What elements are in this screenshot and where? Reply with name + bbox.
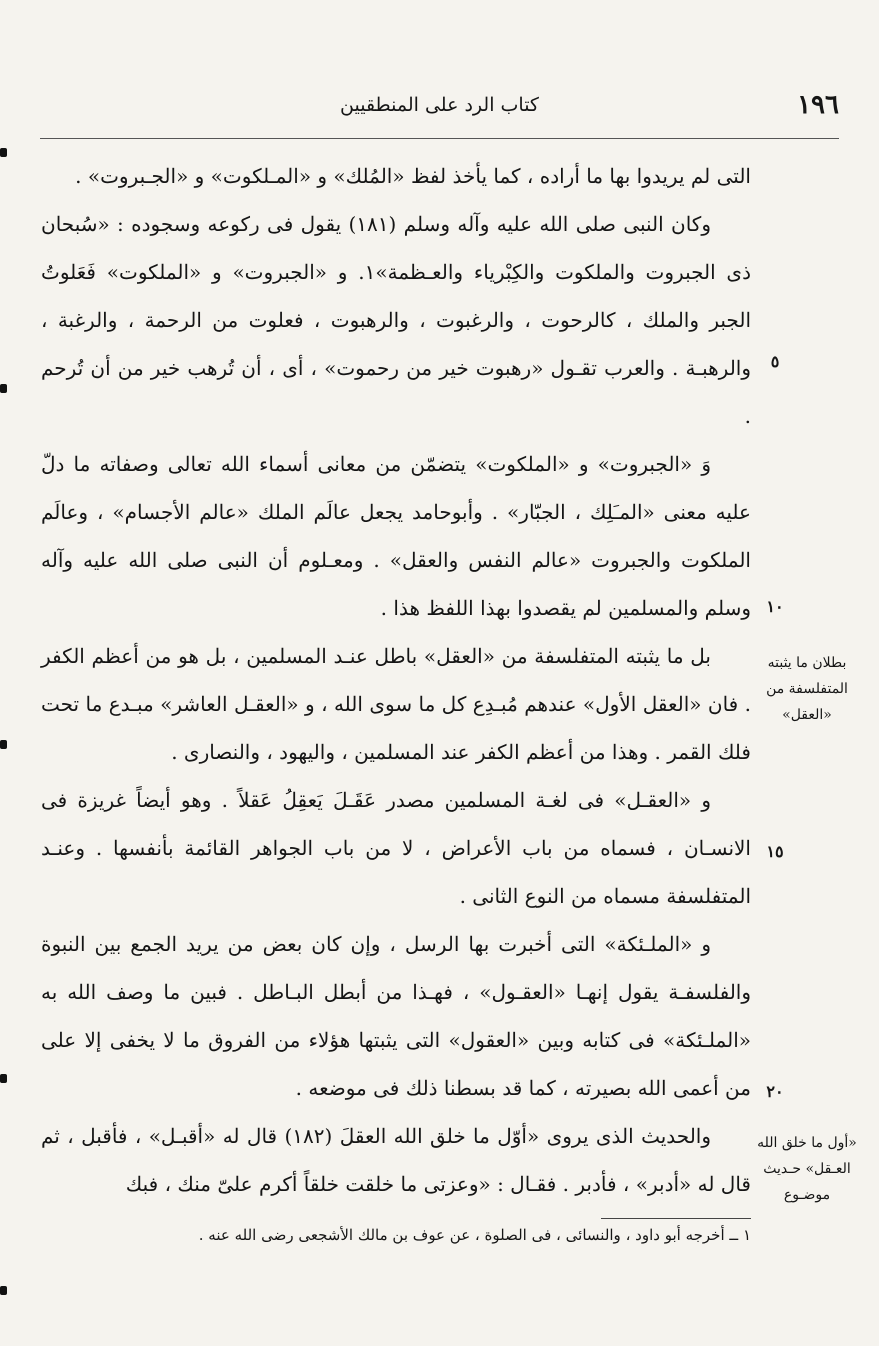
line-number: ١٠ — [766, 597, 784, 616]
paragraph: وَ «الجبروت» و «الملكوت» يتضمّن من معانى أسماء الله تعالى وصفاته ما دلّ عليه معنى «المـَلِك ، الجبّار» . وأبوحامد يجعل عالَم الملك «عالم الأجسام» ، وعالَم الملكوت والجبروت «عالم النفس والعقل» . ومعـلوم أن النبى صلى الله عليه وآله وسلم والمسلمين لم يقصدوا بهذا اللفظ هذا . — [41, 452, 751, 620]
margin-mark — [0, 384, 7, 393]
paragraph: وكان النبى صلى الله عليه وآله وسلم (١٨١) يقول فى ركوعه وسجوده : «سُبحان ذى الجبروت والملكوت والكِبْرياء والعـظمة»١. و «الجبروت» و «الملكوت» فَعَلوتُ الجبر والملك ، كالرحوت ، والرغبوت ، والرهبوت ، فعلوت من الرحمة ، والرغبة ، والرهبـة . والعرب تقـول «رهبوت خير من رحموت» ، أى ، أن تُرهب خير من أن تُرحم . — [41, 212, 751, 428]
running-title: كتاب الرد على المنطقيين — [340, 94, 539, 116]
line-number: ٢٠ — [766, 1082, 784, 1101]
margin-mark — [0, 148, 7, 157]
paragraph: التى لم يريدوا بها ما أراده ، كما يأخذ لفظ «المُلك» و «المـلكوت» و «الجـبروت» . — [75, 164, 751, 188]
side-note: بطلان ما يثبته المتفلسفة من «العقل» — [766, 655, 848, 723]
margin-mark — [0, 1074, 7, 1083]
margin-mark — [0, 740, 7, 749]
side-note: «أول ما خلق الله العـقل» حـديث موضـوع — [757, 1135, 857, 1203]
page-header — [40, 90, 839, 130]
page-number: ١٩٦ — [797, 90, 839, 120]
header-rule — [40, 138, 839, 139]
paragraph: والحديث الذى يروى «أوّل ما خلق الله العقلَ (١٨٢) قال له «أقبـل» ، فأقبل ، ثم قال له «أدبر» ، فأدبر . فقـال : «وعزتى ما خلقت خلقاً أكرم علىّ منك ، فبك — [41, 1124, 751, 1196]
main-text — [41, 152, 751, 1208]
margin-mark — [0, 1286, 7, 1295]
footnote-rule — [601, 1218, 751, 1219]
paragraph: و «العقـل» فى لغـة المسلمين مصدر عَقَـلَ يَعقِلُ عَقلاً . وهو أيضاً غريزة فى الانسـان ، فسماه من باب الأعراض ، لا من باب الجواهر القائمة بأنفسها . وعنـد المتفلسفة مسماه من النوع الثانى . — [41, 788, 751, 908]
line-number: ١٥ — [766, 842, 784, 861]
footnote: ١ ــ أخرجه أبو داود ، والنسائى ، فى الصلوة ، عن عوف بن مالك الأشجعى رضى الله عنه . — [198, 1226, 751, 1244]
paragraph: بل ما يثبته المتفلسفة من «العقل» باطل عنـد المسلمين ، بل هو من أعظم الكفر . فان «العقل الأول» عندهم مُبـدِع كل ما سوى الله ، و «العقـل العاشر» مبـدع ما تحت فلك القمر . وهذا من أعظم الكفر عند المسلمين ، واليهود ، والنصارى . — [41, 644, 751, 764]
paragraph: و «الملـئكة» التى أخبرت بها الرسل ، وإن كان بعض من يريد الجمع بين النبوة والفلسفـة يقول إنهـا «العقـول» ، فهـذا من أبطل البـاطل . فبين ما وصف الله به «الملـئكة» فى كتابه وبين «العقول» التى يثبتها هؤلاء من الفروق ما لا يخفى إلا على من أعمى الله بصيرته ، كما قد بسطنا ذلك فى موضعه . — [41, 932, 751, 1100]
line-number: ٥ — [770, 352, 780, 371]
